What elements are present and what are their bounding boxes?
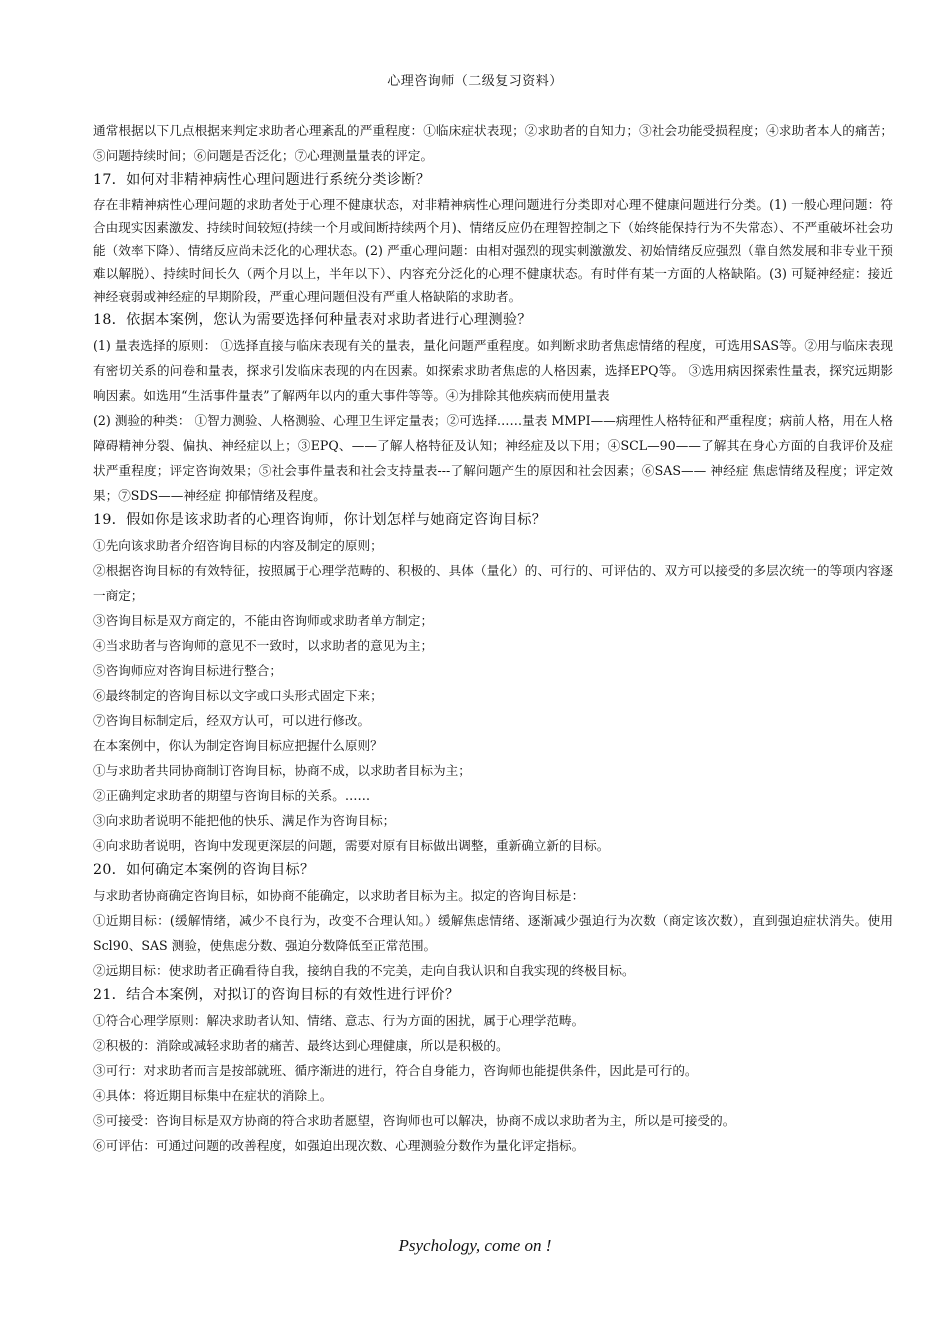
question-18-title: 18．依据本案例，您认为需要选择何种量表对求助者进行心理测验？: [93, 312, 532, 328]
question-18-answer-principles: (1) 量表选择的原则： ①选择直接与临床表现有关的量表，量化问题严重程度。如判断求助者焦虑情绪的程度，可选用SAS等。②用与临床表现有密切关系的问卷和量表，探求引发临床表现的内在因素。如探索求助者焦虑的人格因素，选择EPQ等。 ③选用病因探索性量表，探究远期影响因素。如选用“生活事件量表”了解两年以内的重大事件等等。④为排除其他疾病而使用量表: [93, 338, 893, 403]
question-20-item: ②远期目标：使求助者正确看待自我，接纳自我的不完美，走向自我认识和自我实现的终极目标。: [93, 963, 635, 978]
intro-paragraph: 通常根据以下几点根据来判定求助者心理紊乱的严重程度：①临床症状表现；②求助者的自知力；③社会功能受损程度；④求助者本人的痛苦；⑤问题持续时间；⑥问题是否泛化；⑦心理测量量表的评定。: [93, 123, 893, 163]
document-body: [93, 118, 893, 1158]
question-19-title: 19．假如你是该求助者的心理咨询师，你计划怎样与她商定咨询目标？: [93, 512, 547, 528]
question-19-item: ⑥最终制定的咨询目标以文字或口头形式固定下来；: [93, 688, 383, 703]
question-19-item: ⑦咨询目标制定后，经双方认可，可以进行修改。: [93, 713, 371, 728]
question-19-item: ⑤咨询师应对咨询目标进行整合；: [93, 663, 282, 678]
question-17-title: 17．如何对非精神病性心理问题进行系统分类诊断？: [93, 172, 431, 188]
question-17-answer: 存在非精神病性心理问题的求助者处于心理不健康状态，对非精神病性心理问题进行分类即对心理不健康问题进行分类。(1) 一般心理问题：符合由现实因素激发、持续时间较短(持续一个月或间断持续两个月)、情绪反应仍在理智控制之下（始终能保持行为不失常态）、不严重破坏社会功能（效率下降）、情绪反应尚未泛化的心理状态。(2) 严重心理问题：由相对强烈的现实刺激激发、初始情绪反应强烈（靠自然发展和非专业干预难以解脱）、持续时间长久（两个月以上，半年以下）、内容充分泛化的心理不健康状态。有时伴有某一方面的人格缺陷。(3) 可疑神经症：接近神经衰弱或神经症的早期阶段，严重心理问题但没有严重人格缺陷的求助者。: [93, 197, 893, 304]
question-18-answer-types: (2) 测验的种类： ①智力测验、人格测验、心理卫生评定量表；②可选择……量表 MMPI——病理性人格特征和严重程度；病前人格，用在人格障碍精神分裂、偏执、神经症以上；③EPQ、——了解人格特征及认知；神经症及以下用；④SCL—90——了解其在身心方面的自我评价及症状严重程度；评定咨询效果；⑤社会事件量表和社会支持量表---了解问题产生的原因和社会因素；⑥SAS—— 神经症 焦虑情绪及程度；评定效果；⑦SDS——神经症 抑郁情绪及程度。: [93, 413, 893, 503]
question-19-item: ②根据咨询目标的有效特征，按照属于心理学范畴的、积极的、具体（量化）的、可行的、可评估的、双方可以接受的多层次统一的等项内容逐一商定；: [93, 563, 893, 603]
question-21-item: ⑤可接受：咨询目标是双方协商的符合求助者愿望，咨询师也可以解决，协商不成以求助者为主，所以是可接受的。: [93, 1113, 736, 1128]
question-19-sub-item: ②正确判定求助者的期望与咨询目标的关系。……: [93, 788, 371, 803]
question-19-item: ③咨询目标是双方商定的，不能由咨询师或求助者单方制定；: [93, 613, 434, 628]
question-19-item: ①先向该求助者介绍咨询目标的内容及制定的原则；: [93, 538, 383, 553]
page-header-title: 心理咨询师（二级复习资料）: [387, 74, 563, 89]
question-21-item: ②积极的：消除或减轻求助者的痛苦、最终达到心理健康，所以是积极的。: [93, 1038, 509, 1053]
question-20-title: 20．如何确定本案例的咨询目标？: [93, 862, 315, 878]
question-21-item: ④具体：将近期目标集中在症状的消除上。: [93, 1088, 333, 1103]
question-19-sub-item: ③向求助者说明不能把他的快乐、满足作为咨询目标；: [93, 813, 396, 828]
question-19-sub-item: ④向求助者说明，咨询中发现更深层的问题，需要对原有目标做出调整，重新确立新的目标。: [93, 838, 610, 853]
question-21-title: 21．结合本案例，对拟订的咨询目标的有效性进行评价？: [93, 987, 460, 1003]
question-21-item: ⑥可评估：可通过问题的改善程度，如强迫出现次数、心理测验分数作为量化评定指标。: [93, 1138, 585, 1153]
question-19-sub-item: ①与求助者共同协商制订咨询目标，协商不成，以求助者目标为主；: [93, 763, 471, 778]
question-21-item: ①符合心理学原则：解决求助者认知、情绪、意志、行为方面的困扰，属于心理学范畴。: [93, 1013, 585, 1028]
question-19-item: ④当求助者与咨询师的意见不一致时，以求助者的意见为主；: [93, 638, 434, 653]
page-footer-motto: Psychology, come on !: [398, 1236, 552, 1255]
question-21-item: ③可行：对求助者而言是按部就班、循序渐进的进行，符合自身能力，咨询师也能提供条件，因此是可行的。: [93, 1063, 698, 1078]
question-20-item: 与求助者协商确定咨询目标，如协商不能确定，以求助者目标为主。拟定的咨询目标是：: [93, 888, 585, 903]
question-20-item: ①近期目标：(缓解情绪，减少不良行为，改变不合理认知。）缓解焦虑情绪、逐渐减少强迫行为次数（商定该次数），直到强迫症状消失。使用 Scl90、SAS 测验，使焦虑分数、强迫分数降低至正常范围。: [93, 913, 893, 953]
question-19-sub-question: 在本案例中，你认为制定咨询目标应把握什么原则？: [93, 738, 383, 753]
